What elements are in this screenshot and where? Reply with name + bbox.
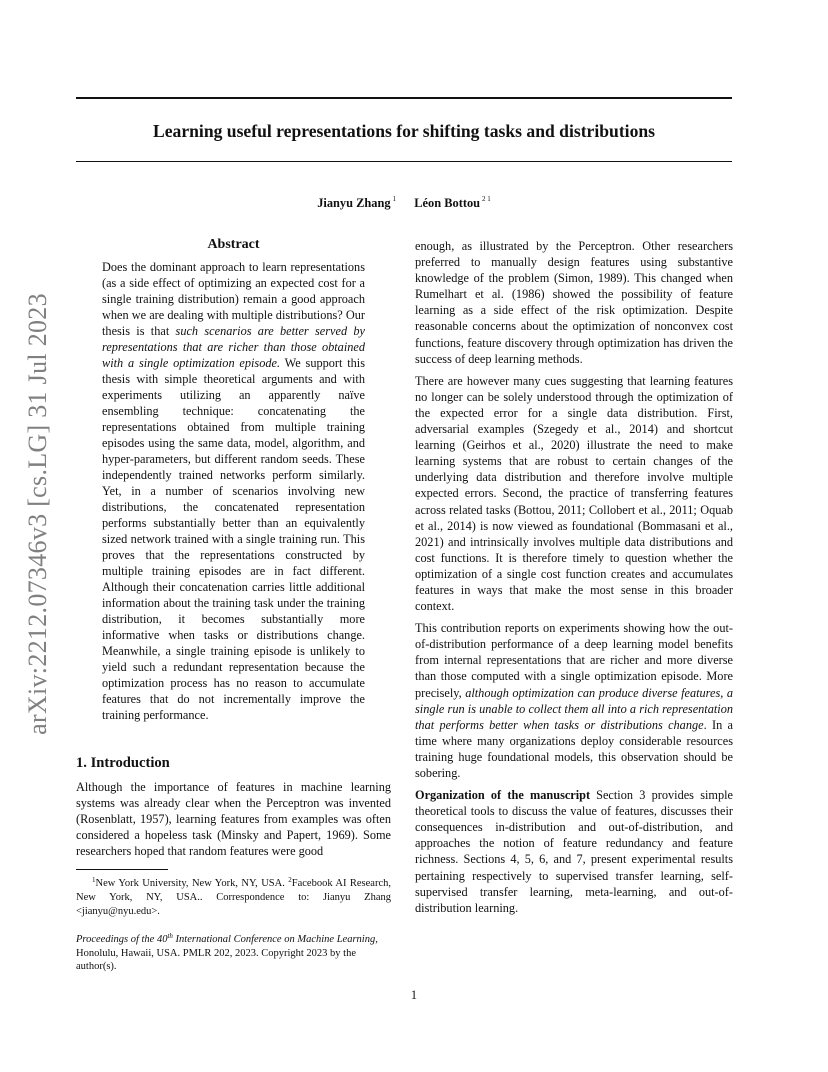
proceedings-number: 40 (156, 934, 168, 946)
intro-paragraph-1-continued: enough, as illustrated by the Perceptron. Other researchers preferred to manually design features using substantive knowledge of the problem (Simon, 1989). This changed when Rumelhart et al. (1986) showed the possibility of feature learning as a side effect of the risk optimization. Despite reasonable concerns about the optimization of nonconvex cost functions, feature discovery through optimization has driven the success of deep learning methods. (415, 239, 733, 366)
intro-paragraph-2: There are however many cues suggesting that learning features no longer can be solely understood through the optimization of the expected error for a single data distribution. First, adversarial examples (Szegedy et al., 2014) and shortcut learning (Geirhos et al., 2020) illustrate the need to make learning systems that are robust to certain changes of the underlying data distribution and therefore involve multiple expected errors. Second, the practice of transferring features across related tasks (Bottou, 2011; Collobert et al., 2011; Oquab et al., 2014) is now viewed as foundational (Bommasani et al., 2021) and intrinsically involves multiple data distributions and cost functions. It is therefore timely to question whether the optimization of a single cost function creates and accumulates features in ways that make the most sense in this broader context. (415, 373, 733, 614)
abstract-text-b: We support this thesis with simple theoretical arguments and with experiments utilizing an apparently naïve ensembling technique: concatenating the representations obtained from multiple training episodes using the same data, model, algorithm, and hyper-parameters, but different random seeds. These independently trained networks perform similarly. Yet, in a number of scenarios involving new distributions, the concatenated representation performs substantially better than an equivalently sized network trained with a single training run. This proves that the representations constructed by multiple training episodes are in fact different. Although their concatenation carries little additional information about the training task under the training distribution, it becomes substantially more informative when tasks or distributions change. Meanwhile, a single training episode is unlikely to yield such a redundant representation because the optimization process has no reason to accumulate features that do not incrementally improve the training performance. (102, 356, 365, 722)
title-bottom-rule (76, 161, 732, 162)
intro-paragraph-1-start: Although the importance of features in machine learning systems was already clear when the Perceptron was invented (Rosenblatt, 1957), learning features from examples was often considered a hopeless task (Minsky and Papert, 1969). Some researchers hoped that random features were good (76, 780, 391, 859)
paragraph-italic: although optimization can produce diverse features, a single run is unable to collect them all into a rich representation that performs better when tasks or distributions change (415, 685, 733, 732)
page-number: 1 (410, 988, 418, 1002)
arxiv-identifier: arXiv:2212.07346v3 [cs.LG] 31 Jul 2023 (23, 293, 52, 735)
proceedings-italic: International Conference on Machine Learning (172, 934, 376, 946)
left-column (76, 236, 391, 974)
intro-paragraph-3 (415, 620, 733, 781)
abstract-body (102, 259, 365, 723)
proceedings-italic: Proceedings of the (76, 934, 157, 946)
footnote-rule (76, 869, 168, 870)
footnote-text: Facebook AI Research, New York, NY, USA.. Correspondence to: Jianyu Zhang <jianyu@nyu.edu>. (76, 878, 391, 917)
paragraph-text: Section 3 provides simple theoretical tools to discuss the value of features, discusses their consequences in-distribution and out-of-distribution, and approaches the notion of feature redundancy and feature richness. Sections 4, 5, 6, and 7, present experimental results pertaining respectively to supervised transfer learning, self-supervised transfer learning, meta-learning, and out-of-distribution learning. (415, 788, 733, 915)
intro-paragraph-organization (415, 787, 733, 916)
section-heading-introduction: 1. Introduction (76, 755, 170, 771)
footnote-mark: 1 (92, 876, 96, 885)
proceedings-note (76, 930, 391, 974)
arxiv-side-stamp (22, 293, 54, 735)
footnote-text: New York University, New York, NY, USA. (95, 878, 289, 890)
proceedings-ordinal: th (167, 932, 173, 941)
author-affiliation: 1 (392, 195, 397, 203)
author-name: Jianyu Zhang (317, 196, 391, 210)
proceedings-text: , Honolulu, Hawaii, USA. PMLR 202, 2023. Copyright 2023 by the author(s). (76, 934, 378, 973)
author-name: Léon Bottou (414, 196, 481, 210)
run-in-heading: Organization of the manuscript (415, 788, 591, 803)
author-line (76, 191, 732, 211)
footnote-mark: 2 (288, 876, 292, 885)
abstract-thesis-italic: such scenarios are better served by representations that are richer than those obtained with a single optimization episode. (102, 324, 365, 370)
affiliation-footnote (76, 874, 391, 918)
author-affiliation: 2 1 (482, 195, 491, 203)
right-column (415, 238, 733, 922)
paragraph-text: This contribution reports on experiments showing how the out-of-distribution performance of a deep learning model benefits from internal representations that are richer and more diverse than those computed with a single optimization episode. More precisely, (415, 621, 733, 700)
paragraph-text: . In a time where many organizations deploy considerable resources training huge foundational models, this observation should be sobering. (415, 717, 733, 780)
paper-title: Learning useful representations for shifting tasks and distributions (153, 121, 655, 141)
top-rule (76, 97, 732, 99)
abstract-text-a: Does the dominant approach to learn representations (as a side effect of optimizing an expected cost for a single training distribution) remain a good approach when we are dealing with multiple distributions? Our thesis is that (102, 260, 365, 338)
abstract-heading: Abstract (207, 237, 260, 252)
